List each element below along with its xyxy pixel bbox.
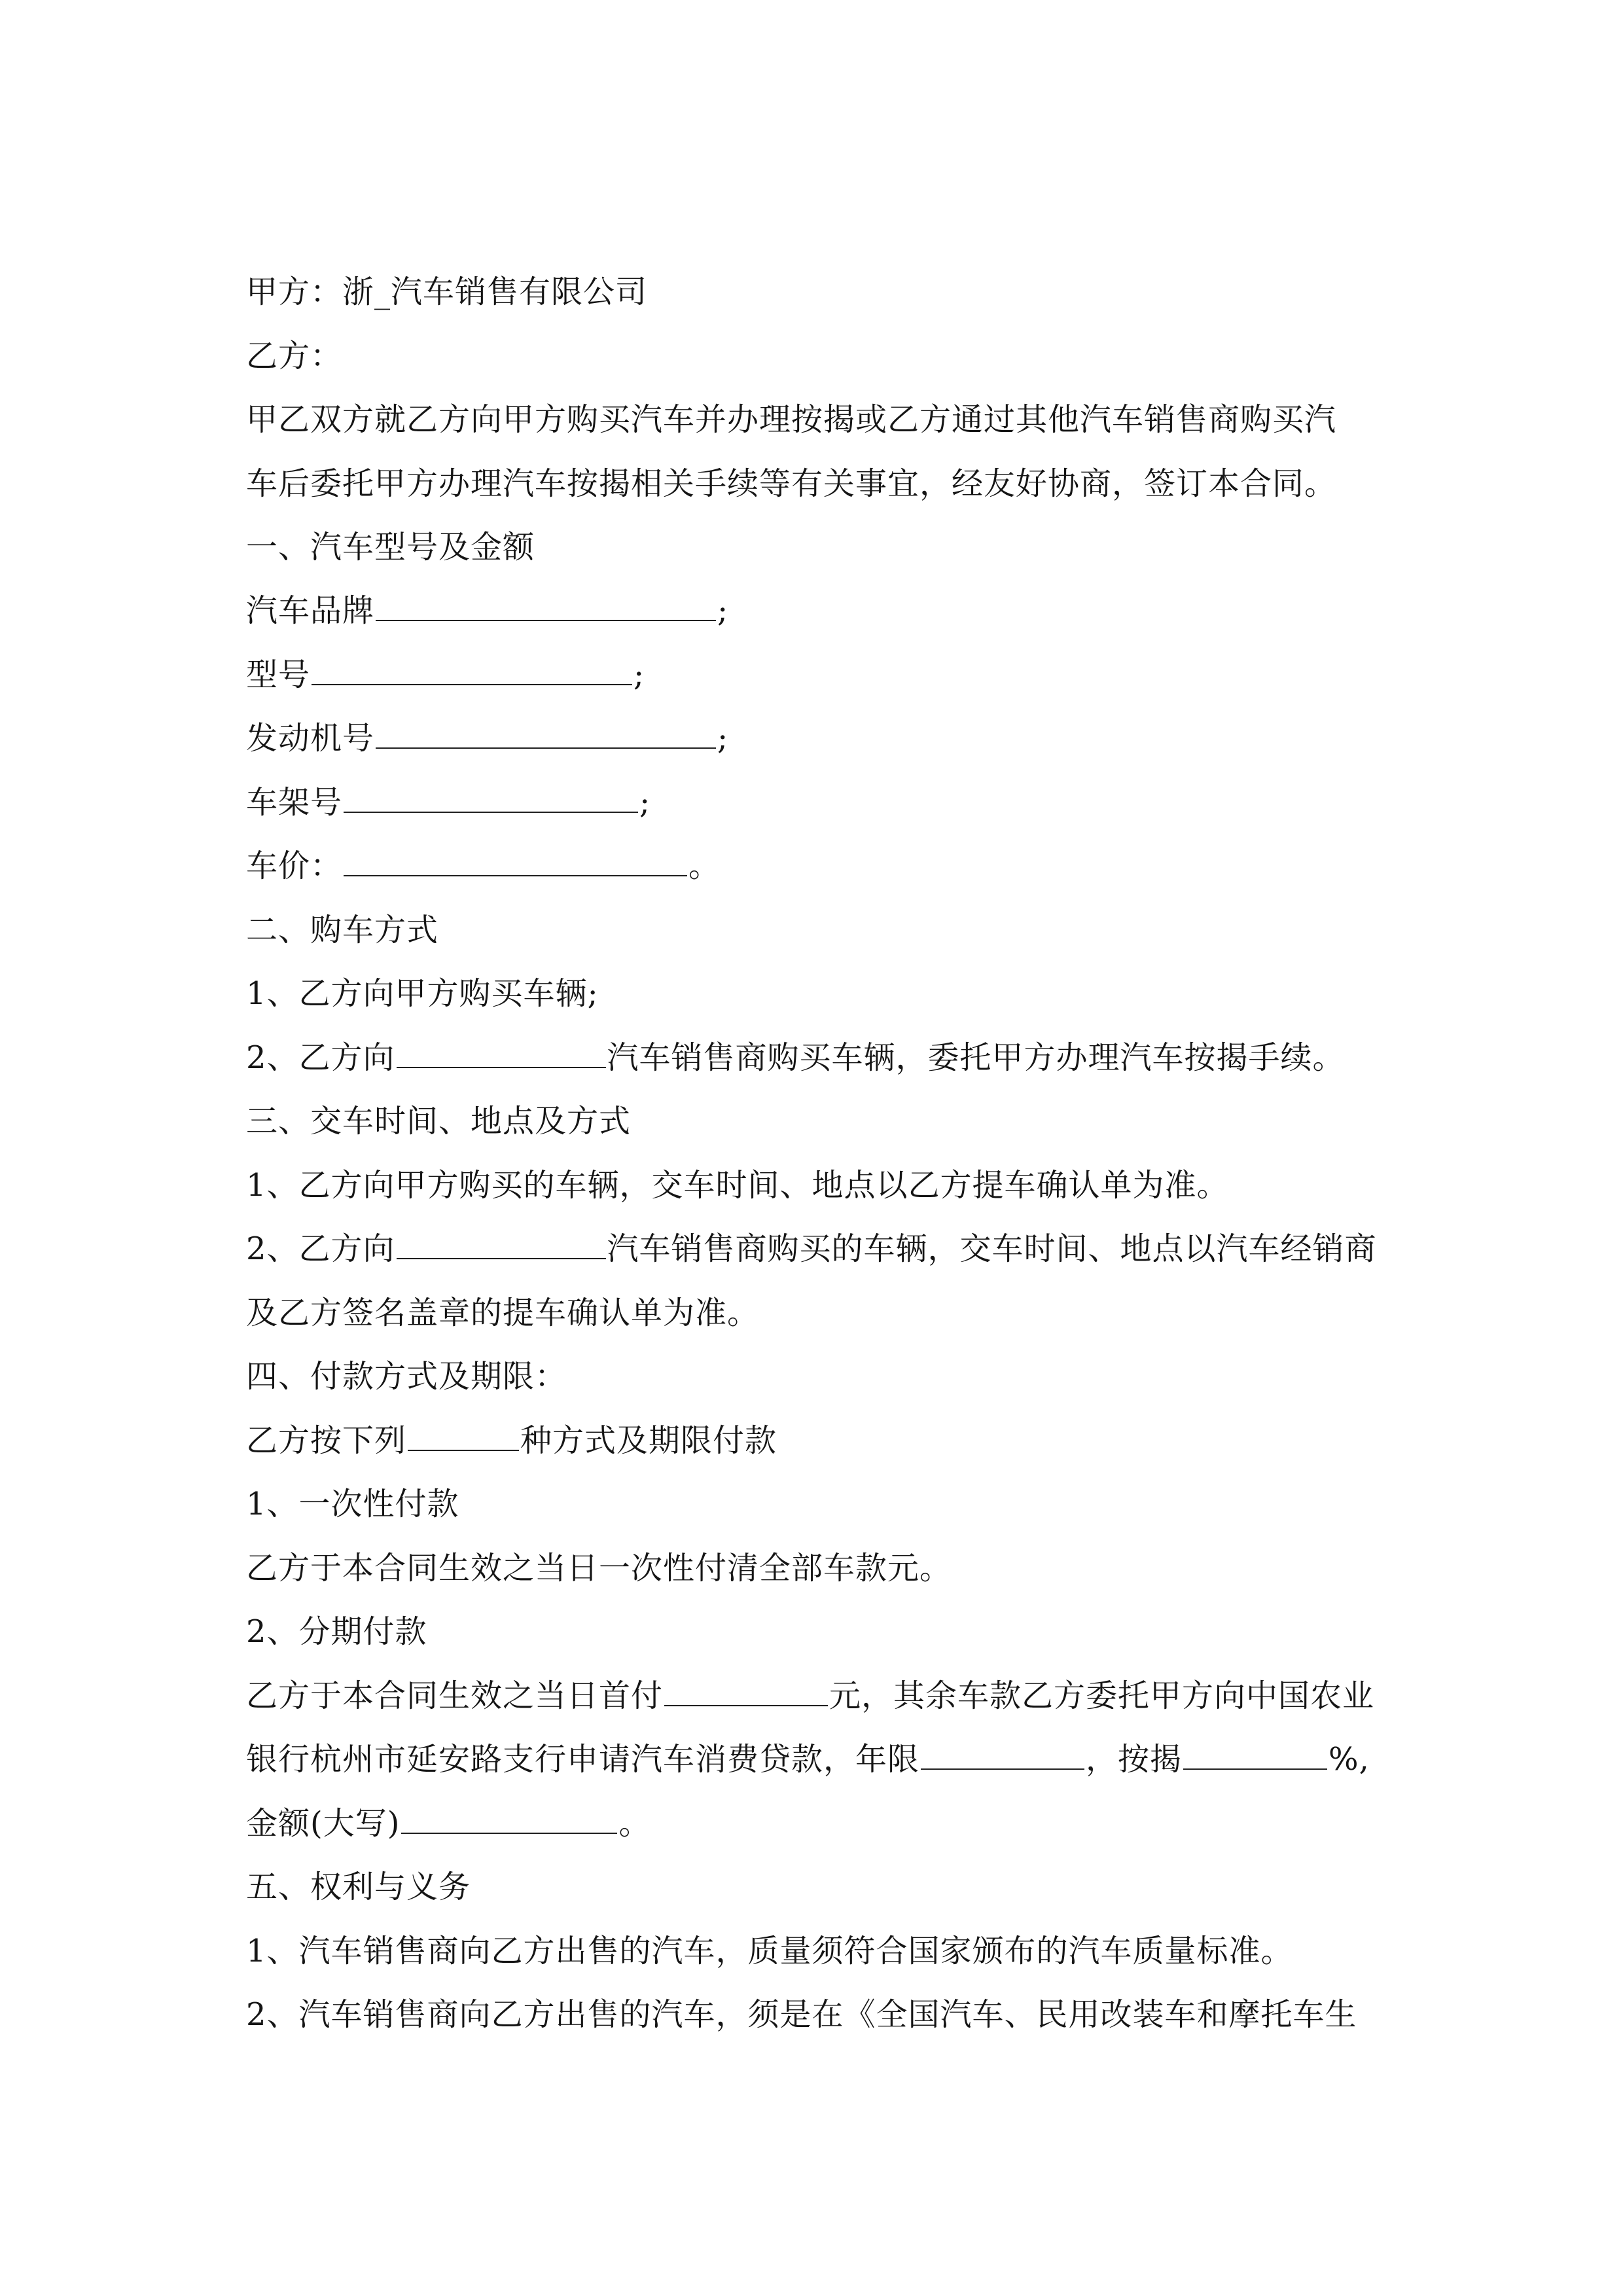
intro-line-1: 甲乙双方就乙方向甲方购买汽车并办理按揭或乙方通过其他汽车销售商购买汽 bbox=[246, 401, 1337, 438]
s4-choose-pre: 乙方按下列 bbox=[246, 1422, 407, 1459]
s3-item2-pre: 2、乙方向 bbox=[246, 1230, 395, 1267]
frame-blank[interactable] bbox=[344, 783, 638, 813]
brand-field bbox=[246, 591, 728, 630]
semicolon: ; bbox=[639, 784, 651, 821]
semicolon: ; bbox=[717, 720, 729, 757]
section-3-item-1: 1、乙方向甲方购买的车辆，交车时间、地点以乙方提车确认单为准。 bbox=[246, 1167, 1229, 1204]
party-a-line bbox=[246, 272, 647, 312]
s4-item2-line-1 bbox=[246, 1676, 1374, 1715]
intro-line-2: 车后委托甲方办理汽车按揭相关手续等有关事宜，经友好协商，签订本合同。 bbox=[246, 465, 1337, 502]
price-field bbox=[246, 846, 721, 886]
brand-label: 汽车品牌 bbox=[246, 592, 375, 629]
model-label: 型号 bbox=[246, 656, 311, 693]
section-3-item-2-line-2: 及乙方签名盖章的提车确认单为准。 bbox=[246, 1295, 760, 1331]
s4-item2-mid: 元，其余车款乙方委托甲方向中国农业 bbox=[829, 1677, 1375, 1714]
period: 。 bbox=[618, 1805, 651, 1842]
section-2-item-1: 1、乙方向甲方购买车辆; bbox=[246, 975, 599, 1012]
s4-item2-title: 2、分期付款 bbox=[246, 1613, 427, 1650]
frame-field bbox=[246, 783, 651, 822]
section-5-item-1: 1、汽车销售商向乙方出售的汽车，质量须符合国家颁布的汽车质量标准。 bbox=[246, 1933, 1293, 1969]
party-a-label: 甲方： bbox=[246, 274, 343, 310]
engine-field bbox=[246, 719, 728, 758]
down-payment-blank[interactable] bbox=[664, 1676, 828, 1706]
section-5-item-2: 2、汽车销售商向乙方出售的汽车，须是在《全国汽车、民用改装车和摩托车生 bbox=[246, 1996, 1357, 2033]
engine-label: 发动机号 bbox=[246, 720, 375, 757]
dealer-blank[interactable] bbox=[397, 1038, 606, 1068]
s4-item1-title: 1、一次性付款 bbox=[246, 1486, 459, 1522]
s3-item2-post: 汽车销售商购买的车辆，交车时间、地点以汽车经销商 bbox=[607, 1230, 1377, 1267]
party-b-label: 乙方： bbox=[246, 338, 343, 374]
loan-term-blank[interactable] bbox=[921, 1740, 1084, 1770]
s2-item2-post: 汽车销售商购买车辆，委托甲方办理汽车按揭手续。 bbox=[607, 1039, 1345, 1076]
section-3-title: 三、交车时间、地点及方式 bbox=[246, 1103, 632, 1139]
brand-blank[interactable] bbox=[376, 591, 716, 621]
s4-item2-line-2 bbox=[246, 1740, 1370, 1779]
semicolon: ; bbox=[717, 592, 729, 629]
payment-choice bbox=[246, 1421, 777, 1460]
dealer-blank[interactable] bbox=[397, 1229, 606, 1259]
party-a-name: 浙_汽车销售有限公司 bbox=[342, 274, 648, 310]
section-1-title: 一、汽车型号及金额 bbox=[246, 529, 535, 565]
period: 。 bbox=[688, 848, 721, 884]
mortgage-rate-blank[interactable] bbox=[1183, 1740, 1327, 1770]
section-2-title: 二、购车方式 bbox=[246, 912, 439, 948]
section-3-item-2 bbox=[246, 1229, 1377, 1268]
price-blank[interactable] bbox=[344, 846, 687, 876]
section-2-item-2 bbox=[246, 1038, 1345, 1077]
s4-item1-text: 乙方于本合同生效之当日一次性付清全部车款元。 bbox=[246, 1550, 952, 1587]
s4-item2-line-3 bbox=[246, 1804, 651, 1843]
s4-line2-post: %, bbox=[1329, 1741, 1370, 1778]
s4-line2-pre: 银行杭州市延安路支行申请汽车消费贷款，年限 bbox=[246, 1741, 920, 1778]
s2-item2-pre: 2、乙方向 bbox=[246, 1039, 395, 1076]
s4-line3-pre: 金额(大写) bbox=[246, 1805, 401, 1842]
semicolon: ; bbox=[633, 656, 645, 693]
amount-words-blank[interactable] bbox=[401, 1804, 617, 1834]
model-field bbox=[246, 655, 645, 694]
section-4-title: 四、付款方式及期限： bbox=[246, 1358, 567, 1395]
s4-line2-mid: ，按揭 bbox=[1086, 1741, 1183, 1778]
frame-label: 车架号 bbox=[246, 784, 343, 821]
s4-choose-post: 种方式及期限付款 bbox=[520, 1422, 777, 1459]
price-label: 车价： bbox=[246, 848, 343, 884]
party-b-line bbox=[246, 336, 342, 376]
payment-method-blank[interactable] bbox=[408, 1421, 519, 1451]
engine-blank[interactable] bbox=[376, 719, 716, 749]
s4-item2-pre: 乙方于本合同生效之当日首付 bbox=[246, 1677, 664, 1714]
model-blank[interactable] bbox=[312, 655, 632, 685]
section-5-title: 五、权利与义务 bbox=[246, 1869, 471, 1905]
